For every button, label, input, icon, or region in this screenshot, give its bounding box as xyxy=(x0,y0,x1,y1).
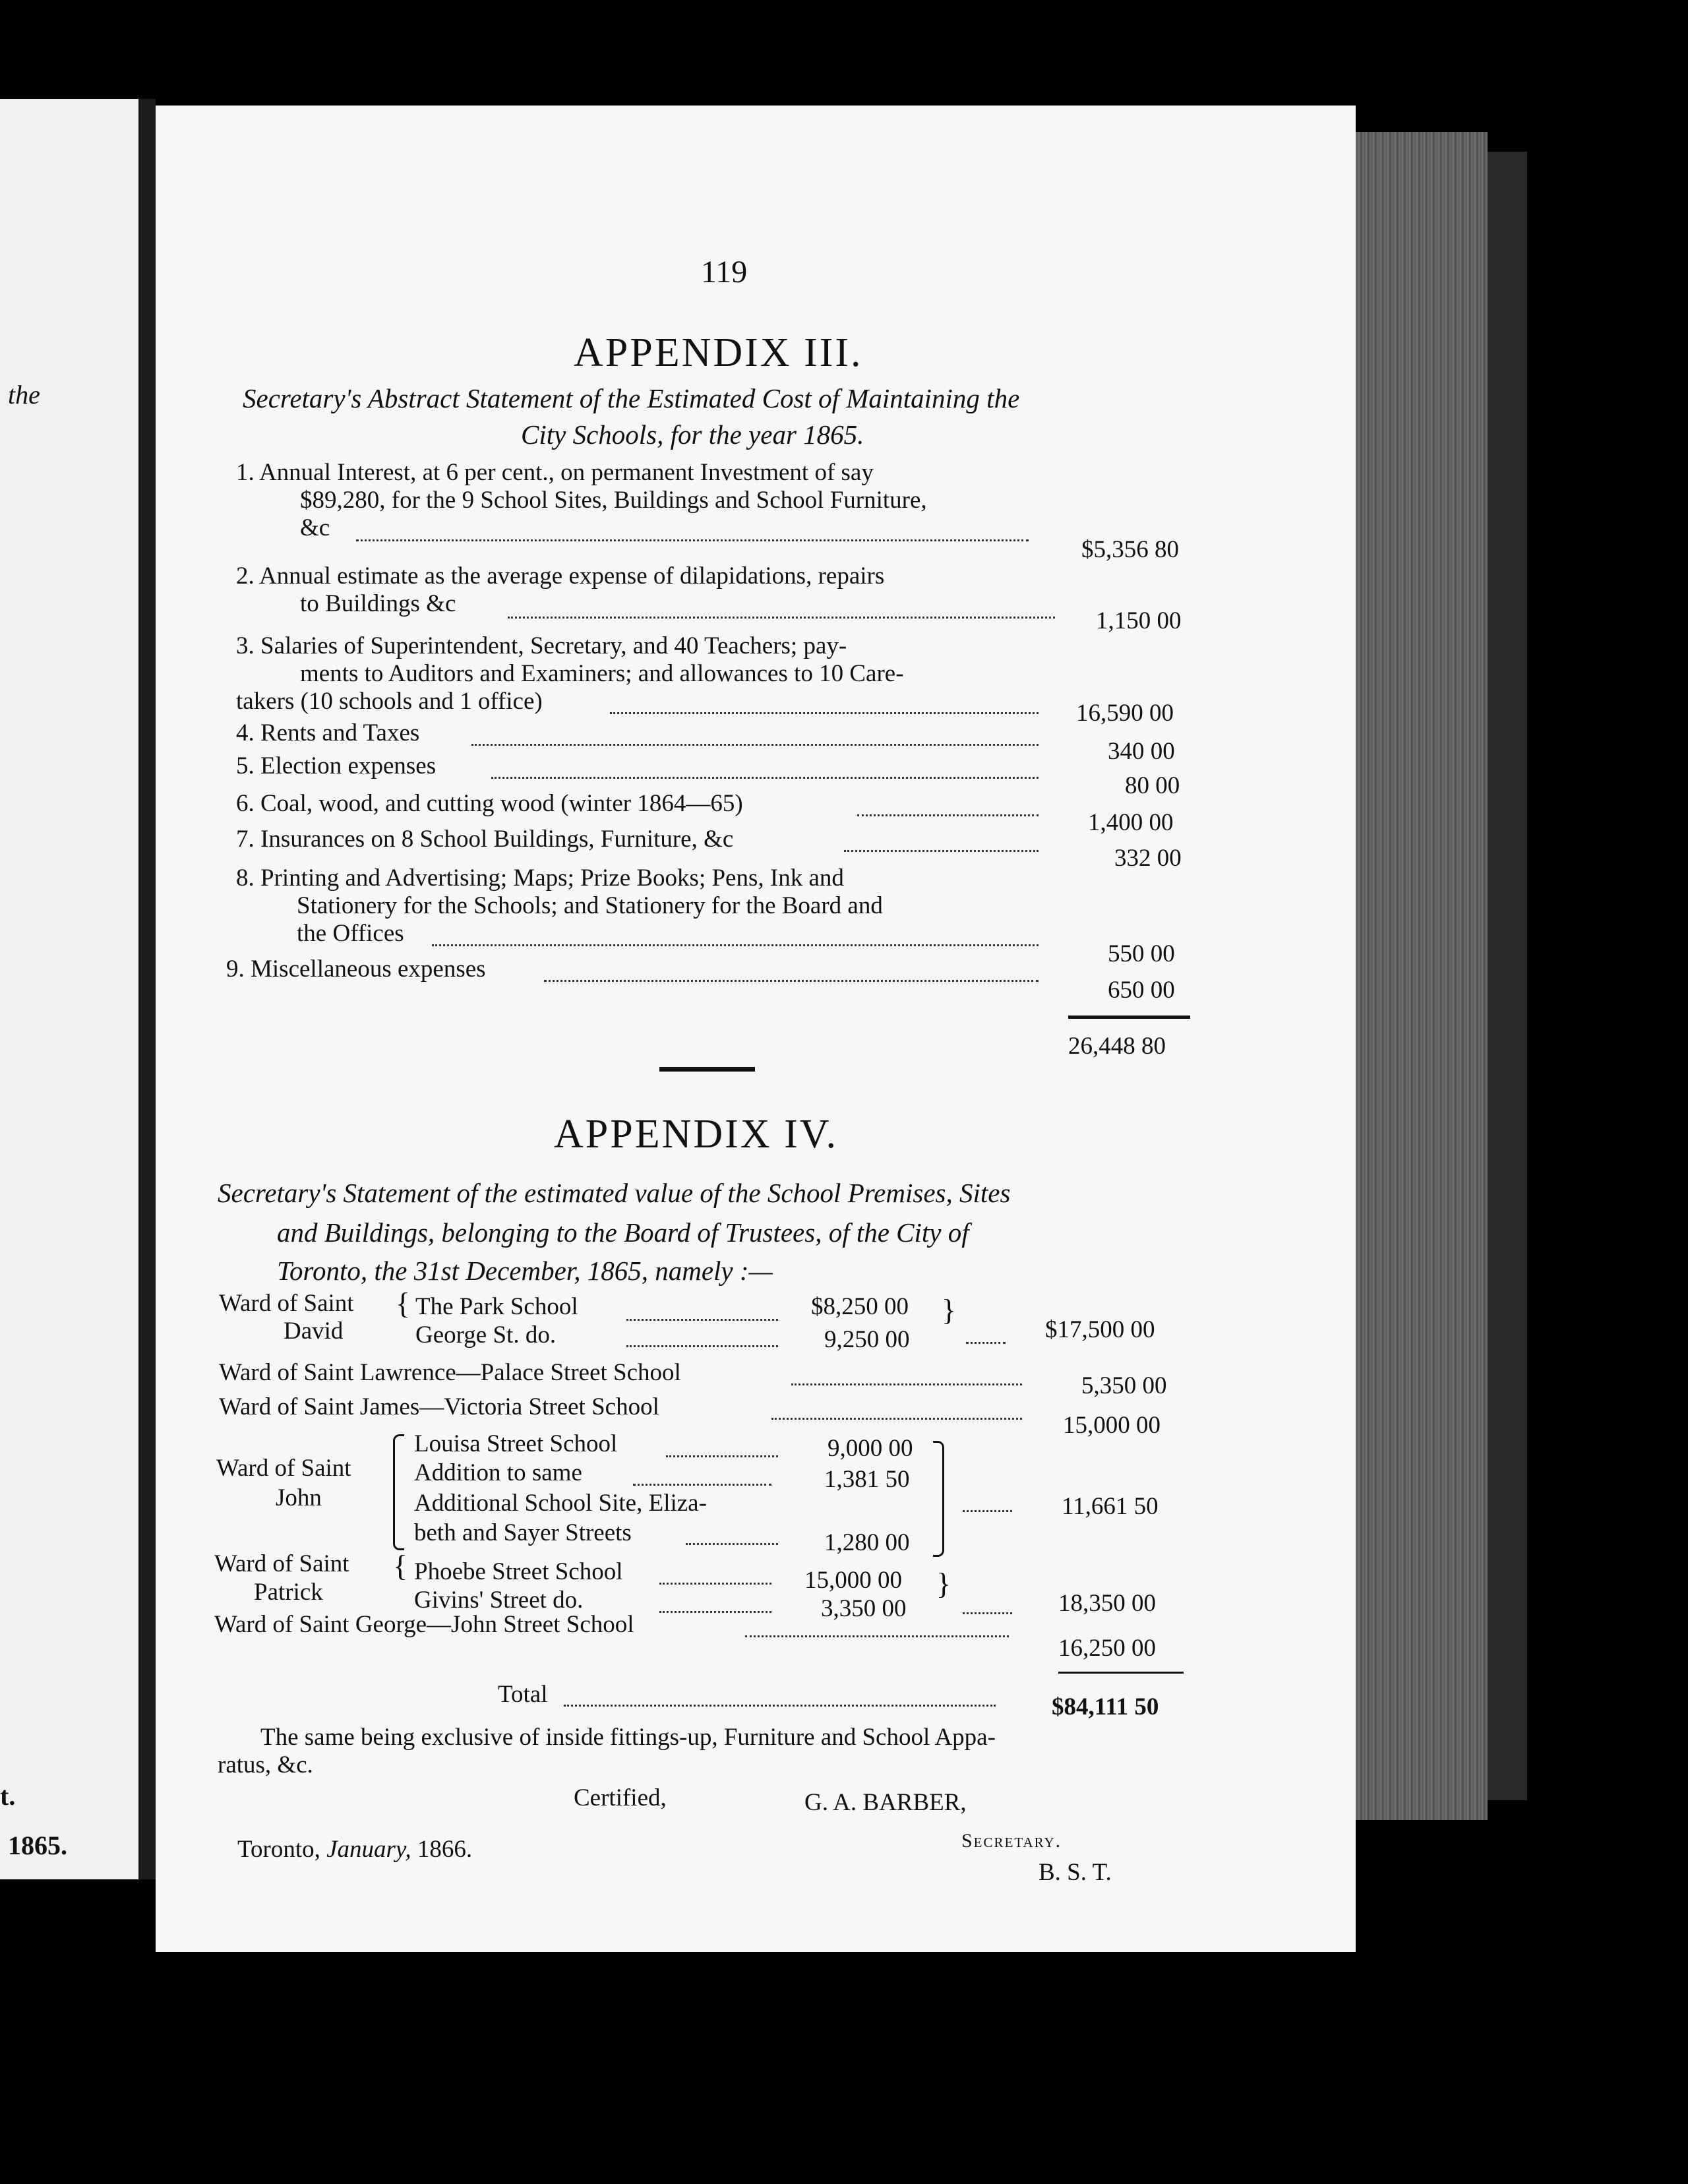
leader-dots xyxy=(966,1342,1006,1344)
leader-dots xyxy=(745,1635,1009,1637)
appendix-3-title: APPENDIX III. xyxy=(574,330,863,375)
ward-total: 18,350 00 xyxy=(1058,1590,1156,1617)
note-line-1: The same being exclusive of inside fittings-up, Furniture and School Appa- xyxy=(260,1724,996,1751)
leader-dots xyxy=(791,1383,1022,1385)
page-number: 119 xyxy=(701,255,748,289)
school-value: 1,280 00 xyxy=(824,1529,910,1556)
appendix-4-subtitle-line-1: Secretary's Statement of the estimated value of the School Premises, Sites xyxy=(218,1178,1011,1208)
sum-rule xyxy=(1058,1672,1184,1674)
left-page-word: the xyxy=(8,380,40,410)
item-9-amount: 650 00 xyxy=(1108,977,1175,1004)
item-7-line-1: 7. Insurances on 8 School Buildings, Furniture, &c xyxy=(236,826,734,853)
school-name: The Park School xyxy=(415,1293,578,1320)
leader-dots xyxy=(844,850,1039,852)
ward-label: Ward of Saint xyxy=(219,1290,354,1317)
leader-dots xyxy=(857,814,1039,816)
item-1-line-2: $89,280, for the 9 School Sites, Buildings and School Furniture, xyxy=(300,487,927,514)
year: 1866. xyxy=(417,1836,473,1863)
school-name: Louisa Street School xyxy=(414,1430,618,1457)
item-4-amount: 340 00 xyxy=(1108,738,1175,765)
ward-name: David xyxy=(284,1318,344,1345)
item-3-line-2: ments to Auditors and Examiners; and allowances to 10 Care- xyxy=(300,660,904,687)
ward-name: John xyxy=(276,1484,322,1511)
item-2-line-1: 2. Annual estimate as the average expense of dilapidations, repairs xyxy=(236,562,885,590)
leader-dots xyxy=(963,1510,1012,1512)
place: Toronto, xyxy=(237,1836,320,1863)
school-value: 15,000 00 xyxy=(804,1567,902,1594)
ward-lawrence: Ward of Saint Lawrence—Palace Street School xyxy=(219,1359,681,1386)
leader-dots xyxy=(356,539,1029,541)
grand-total: $84,111 50 xyxy=(1052,1693,1159,1720)
item-3-line-1: 3. Salaries of Superintendent, Secretary, and 40 Teachers; pay- xyxy=(236,632,847,659)
school-name: Addition to same xyxy=(414,1459,582,1486)
leader-dots xyxy=(659,1611,771,1613)
item-6-amount: 1,400 00 xyxy=(1088,809,1174,836)
item-3-line-3: takers (10 schools and 1 office) xyxy=(236,688,543,715)
item-8-line-3: the Offices xyxy=(297,920,404,947)
school-value: 9,000 00 xyxy=(828,1435,913,1462)
school-name: Phoebe Street School xyxy=(414,1558,623,1585)
initials: B. S. T. xyxy=(1039,1859,1112,1886)
leader-dots xyxy=(963,1612,1012,1614)
ward-label: Ward of Saint xyxy=(214,1550,349,1577)
left-page-footer-b: 1865. xyxy=(8,1831,67,1860)
book-gutter xyxy=(138,99,156,1879)
note-line-2: ratus, &c. xyxy=(218,1751,313,1778)
leader-dots xyxy=(471,744,1039,746)
right-brace xyxy=(933,1441,944,1557)
leader-dots xyxy=(633,1484,771,1486)
place-date xyxy=(237,1835,472,1864)
left-brace: { xyxy=(393,1549,408,1583)
school-value: 3,350 00 xyxy=(821,1595,907,1622)
appendix-3-subtitle-line-1: Secretary's Abstract Statement of the Estimated Cost of Maintaining the xyxy=(243,383,1020,413)
item-9-line-1: 9. Miscellaneous expenses xyxy=(226,956,486,983)
appendix-4-subtitle-line-2: and Buildings, belonging to the Board of Trustees, of the City of xyxy=(277,1217,969,1248)
item-6-line-1: 6. Coal, wood, and cutting wood (winter 1864—65) xyxy=(236,790,743,817)
ward-total: 15,000 00 xyxy=(1063,1412,1160,1439)
item-1-line-3: &c xyxy=(300,514,330,541)
leader-dots xyxy=(610,712,1039,714)
leader-dots xyxy=(626,1319,778,1321)
book-cover-edge xyxy=(1488,152,1527,1800)
school-name-cont: beth and Sayer Streets xyxy=(414,1519,632,1546)
item-2-amount: 1,150 00 xyxy=(1096,607,1182,634)
school-name: Additional School Site, Eliza- xyxy=(414,1490,707,1517)
leader-dots xyxy=(626,1345,778,1347)
appendix-4-title: APPENDIX IV. xyxy=(554,1112,839,1157)
leader-dots xyxy=(432,944,1039,946)
leader-dots xyxy=(771,1418,1022,1420)
ward-total: $17,500 00 xyxy=(1045,1316,1155,1343)
left-brace: { xyxy=(396,1287,411,1320)
leader-dots xyxy=(508,617,1055,619)
school-name: Givins' Street do. xyxy=(414,1587,584,1614)
page-stack-edge xyxy=(1356,132,1488,1820)
school-value: 1,381 50 xyxy=(824,1466,910,1493)
ward-name: Patrick xyxy=(254,1579,323,1606)
ward-label: Ward of Saint xyxy=(216,1455,351,1482)
left-page-footer-a: t. xyxy=(0,1781,16,1811)
left-facing-page xyxy=(0,99,142,1879)
leader-dots xyxy=(544,980,1039,982)
ward-total: 5,350 00 xyxy=(1081,1372,1167,1399)
item-8-line-1: 8. Printing and Advertising; Maps; Prize Books; Pens, Ink and xyxy=(236,864,844,892)
item-4-line-1: 4. Rents and Taxes xyxy=(236,719,420,746)
item-5-amount: 80 00 xyxy=(1125,772,1180,799)
item-8-line-2: Stationery for the Schools; and Stationery for the Board and xyxy=(297,892,883,919)
month: January, xyxy=(326,1836,411,1863)
ward-james: Ward of Saint James—Victoria Street School xyxy=(219,1393,659,1420)
leader-dots xyxy=(491,777,1039,779)
item-3-amount: 16,590 00 xyxy=(1076,700,1174,727)
sum-rule xyxy=(1068,1016,1190,1019)
ward-total: 11,661 50 xyxy=(1062,1493,1159,1520)
section-divider xyxy=(659,1067,755,1072)
school-name: George St. do. xyxy=(415,1321,557,1349)
item-1-amount: $5,356 80 xyxy=(1081,536,1179,563)
right-brace: } xyxy=(936,1567,951,1600)
leader-dots xyxy=(564,1705,996,1707)
signer-title: Secretary. xyxy=(961,1830,1062,1852)
ward-george: Ward of Saint George—John Street School xyxy=(214,1611,634,1638)
leader-dots xyxy=(686,1543,778,1545)
school-value: $8,250 00 xyxy=(811,1293,909,1320)
item-5-line-1: 5. Election expenses xyxy=(236,752,437,779)
school-value: 9,250 00 xyxy=(824,1326,910,1353)
item-8-amount: 550 00 xyxy=(1108,940,1175,967)
leader-dots xyxy=(659,1583,771,1585)
total-label: Total xyxy=(498,1681,548,1708)
leader-dots xyxy=(666,1455,778,1457)
item-2-line-2: to Buildings &c xyxy=(300,590,456,617)
item-7-amount: 332 00 xyxy=(1114,845,1182,872)
appendix-3-total: 26,448 80 xyxy=(1068,1033,1166,1060)
ward-total: 16,250 00 xyxy=(1058,1635,1156,1662)
item-1-line-1: 1. Annual Interest, at 6 per cent., on permanent Investment of say xyxy=(236,459,874,486)
certified-label: Certified, xyxy=(574,1784,667,1811)
right-brace: } xyxy=(942,1293,957,1327)
appendix-4-subtitle-line-3: Toronto, the 31st December, 1865, namely :— xyxy=(277,1256,773,1286)
signer-name: G. A. BARBER, xyxy=(804,1789,967,1816)
appendix-3-subtitle-line-2: City Schools, for the year 1865. xyxy=(521,419,864,450)
left-brace xyxy=(393,1434,404,1550)
